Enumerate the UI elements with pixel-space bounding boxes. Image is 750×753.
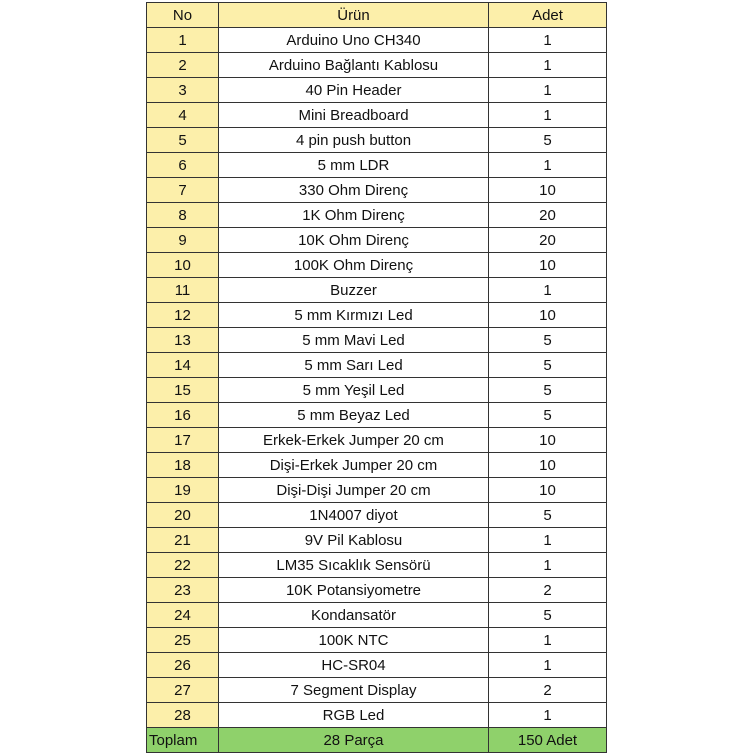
row-no-cell: 18 <box>147 453 219 478</box>
row-qty-cell: 5 <box>489 128 607 153</box>
row-product-cell: 5 mm Mavi Led <box>219 328 489 353</box>
row-product-cell: RGB Led <box>219 703 489 728</box>
row-no-cell: 15 <box>147 378 219 403</box>
row-product-cell: 100K Ohm Direnç <box>219 253 489 278</box>
table-row <box>147 128 607 153</box>
row-no-cell: 25 <box>147 628 219 653</box>
row-product-cell: HC-SR04 <box>219 653 489 678</box>
table-row <box>147 253 607 278</box>
row-no-cell: 23 <box>147 578 219 603</box>
row-qty-cell: 5 <box>489 503 607 528</box>
table-row <box>147 653 607 678</box>
table-row <box>147 153 607 178</box>
row-no-cell: 1 <box>147 28 219 53</box>
row-qty-cell: 1 <box>489 153 607 178</box>
row-product-cell: 7 Segment Display <box>219 678 489 703</box>
row-qty-cell: 1 <box>489 28 607 53</box>
row-product-cell: 40 Pin Header <box>219 78 489 103</box>
table-row <box>147 278 607 303</box>
row-qty-cell: 5 <box>489 403 607 428</box>
row-no-cell: 22 <box>147 553 219 578</box>
row-product-cell: 5 mm Beyaz Led <box>219 403 489 428</box>
row-product-cell: 100K NTC <box>219 628 489 653</box>
table-row <box>147 478 607 503</box>
row-qty-cell: 2 <box>489 578 607 603</box>
row-qty-cell: 1 <box>489 278 607 303</box>
row-product-cell: Arduino Bağlantı Kablosu <box>219 53 489 78</box>
row-no-cell: 17 <box>147 428 219 453</box>
table-row <box>147 228 607 253</box>
table-header-row <box>147 3 607 28</box>
row-product-cell: Kondansatör <box>219 603 489 628</box>
row-qty-cell: 1 <box>489 553 607 578</box>
row-qty-cell: 5 <box>489 328 607 353</box>
row-no-cell: 7 <box>147 178 219 203</box>
row-no-cell: 13 <box>147 328 219 353</box>
row-product-cell: Buzzer <box>219 278 489 303</box>
row-qty-cell: 1 <box>489 653 607 678</box>
row-qty-cell: 10 <box>489 453 607 478</box>
table-row <box>147 553 607 578</box>
table-row <box>147 703 607 728</box>
row-no-cell: 4 <box>147 103 219 128</box>
table-row <box>147 303 607 328</box>
row-qty-cell: 10 <box>489 178 607 203</box>
row-product-cell: 9V Pil Kablosu <box>219 528 489 553</box>
table-row <box>147 678 607 703</box>
table-row <box>147 203 607 228</box>
row-product-cell: 330 Ohm Direnç <box>219 178 489 203</box>
table-body <box>147 28 607 728</box>
row-product-cell: Arduino Uno CH340 <box>219 28 489 53</box>
table-row <box>147 178 607 203</box>
row-qty-cell: 2 <box>489 678 607 703</box>
table-row <box>147 503 607 528</box>
row-product-cell: Erkek-Erkek Jumper 20 cm <box>219 428 489 453</box>
row-no-cell: 8 <box>147 203 219 228</box>
row-product-cell: 5 mm LDR <box>219 153 489 178</box>
row-no-cell: 16 <box>147 403 219 428</box>
row-qty-cell: 1 <box>489 103 607 128</box>
row-product-cell: Mini Breadboard <box>219 103 489 128</box>
row-qty-cell: 10 <box>489 253 607 278</box>
row-product-cell: 10K Potansiyometre <box>219 578 489 603</box>
row-qty-cell: 20 <box>489 203 607 228</box>
row-product-cell: Dişi-Erkek Jumper 20 cm <box>219 453 489 478</box>
footer-label: Toplam <box>147 728 219 753</box>
table-row <box>147 78 607 103</box>
table-row <box>147 28 607 53</box>
row-product-cell: 1K Ohm Direnç <box>219 203 489 228</box>
table-row <box>147 353 607 378</box>
row-product-cell: 4 pin push button <box>219 128 489 153</box>
row-product-cell: 5 mm Yeşil Led <box>219 378 489 403</box>
table-row <box>147 428 607 453</box>
row-product-cell: 10K Ohm Direnç <box>219 228 489 253</box>
header-qty: Adet <box>489 3 607 28</box>
row-no-cell: 21 <box>147 528 219 553</box>
table-row <box>147 103 607 128</box>
table-row <box>147 378 607 403</box>
header-product: Ürün <box>219 3 489 28</box>
row-qty-cell: 1 <box>489 528 607 553</box>
row-qty-cell: 20 <box>489 228 607 253</box>
row-product-cell: LM35 Sıcaklık Sensörü <box>219 553 489 578</box>
row-qty-cell: 1 <box>489 53 607 78</box>
table-row <box>147 578 607 603</box>
row-product-cell: 5 mm Sarı Led <box>219 353 489 378</box>
row-qty-cell: 10 <box>489 428 607 453</box>
row-qty-cell: 1 <box>489 703 607 728</box>
row-no-cell: 2 <box>147 53 219 78</box>
row-qty-cell: 5 <box>489 353 607 378</box>
row-product-cell: 1N4007 diyot <box>219 503 489 528</box>
row-no-cell: 27 <box>147 678 219 703</box>
parts-table <box>146 2 607 753</box>
row-no-cell: 26 <box>147 653 219 678</box>
table-row <box>147 528 607 553</box>
row-product-cell: 5 mm Kırmızı Led <box>219 303 489 328</box>
row-qty-cell: 10 <box>489 478 607 503</box>
row-no-cell: 11 <box>147 278 219 303</box>
row-no-cell: 6 <box>147 153 219 178</box>
row-no-cell: 12 <box>147 303 219 328</box>
table-row <box>147 53 607 78</box>
row-product-cell: Dişi-Dişi Jumper 20 cm <box>219 478 489 503</box>
row-no-cell: 10 <box>147 253 219 278</box>
row-no-cell: 3 <box>147 78 219 103</box>
table-footer-row <box>147 728 607 753</box>
table-row <box>147 403 607 428</box>
row-no-cell: 9 <box>147 228 219 253</box>
footer-product-total: 28 Parça <box>219 728 489 753</box>
table-row <box>147 603 607 628</box>
footer-qty-total: 150 Adet <box>489 728 607 753</box>
row-no-cell: 19 <box>147 478 219 503</box>
row-no-cell: 28 <box>147 703 219 728</box>
header-no: No <box>147 3 219 28</box>
table-row <box>147 453 607 478</box>
table-row <box>147 628 607 653</box>
row-qty-cell: 10 <box>489 303 607 328</box>
row-qty-cell: 1 <box>489 78 607 103</box>
row-no-cell: 24 <box>147 603 219 628</box>
row-no-cell: 14 <box>147 353 219 378</box>
row-qty-cell: 5 <box>489 378 607 403</box>
row-qty-cell: 5 <box>489 603 607 628</box>
table-row <box>147 328 607 353</box>
row-no-cell: 5 <box>147 128 219 153</box>
row-no-cell: 20 <box>147 503 219 528</box>
row-qty-cell: 1 <box>489 628 607 653</box>
